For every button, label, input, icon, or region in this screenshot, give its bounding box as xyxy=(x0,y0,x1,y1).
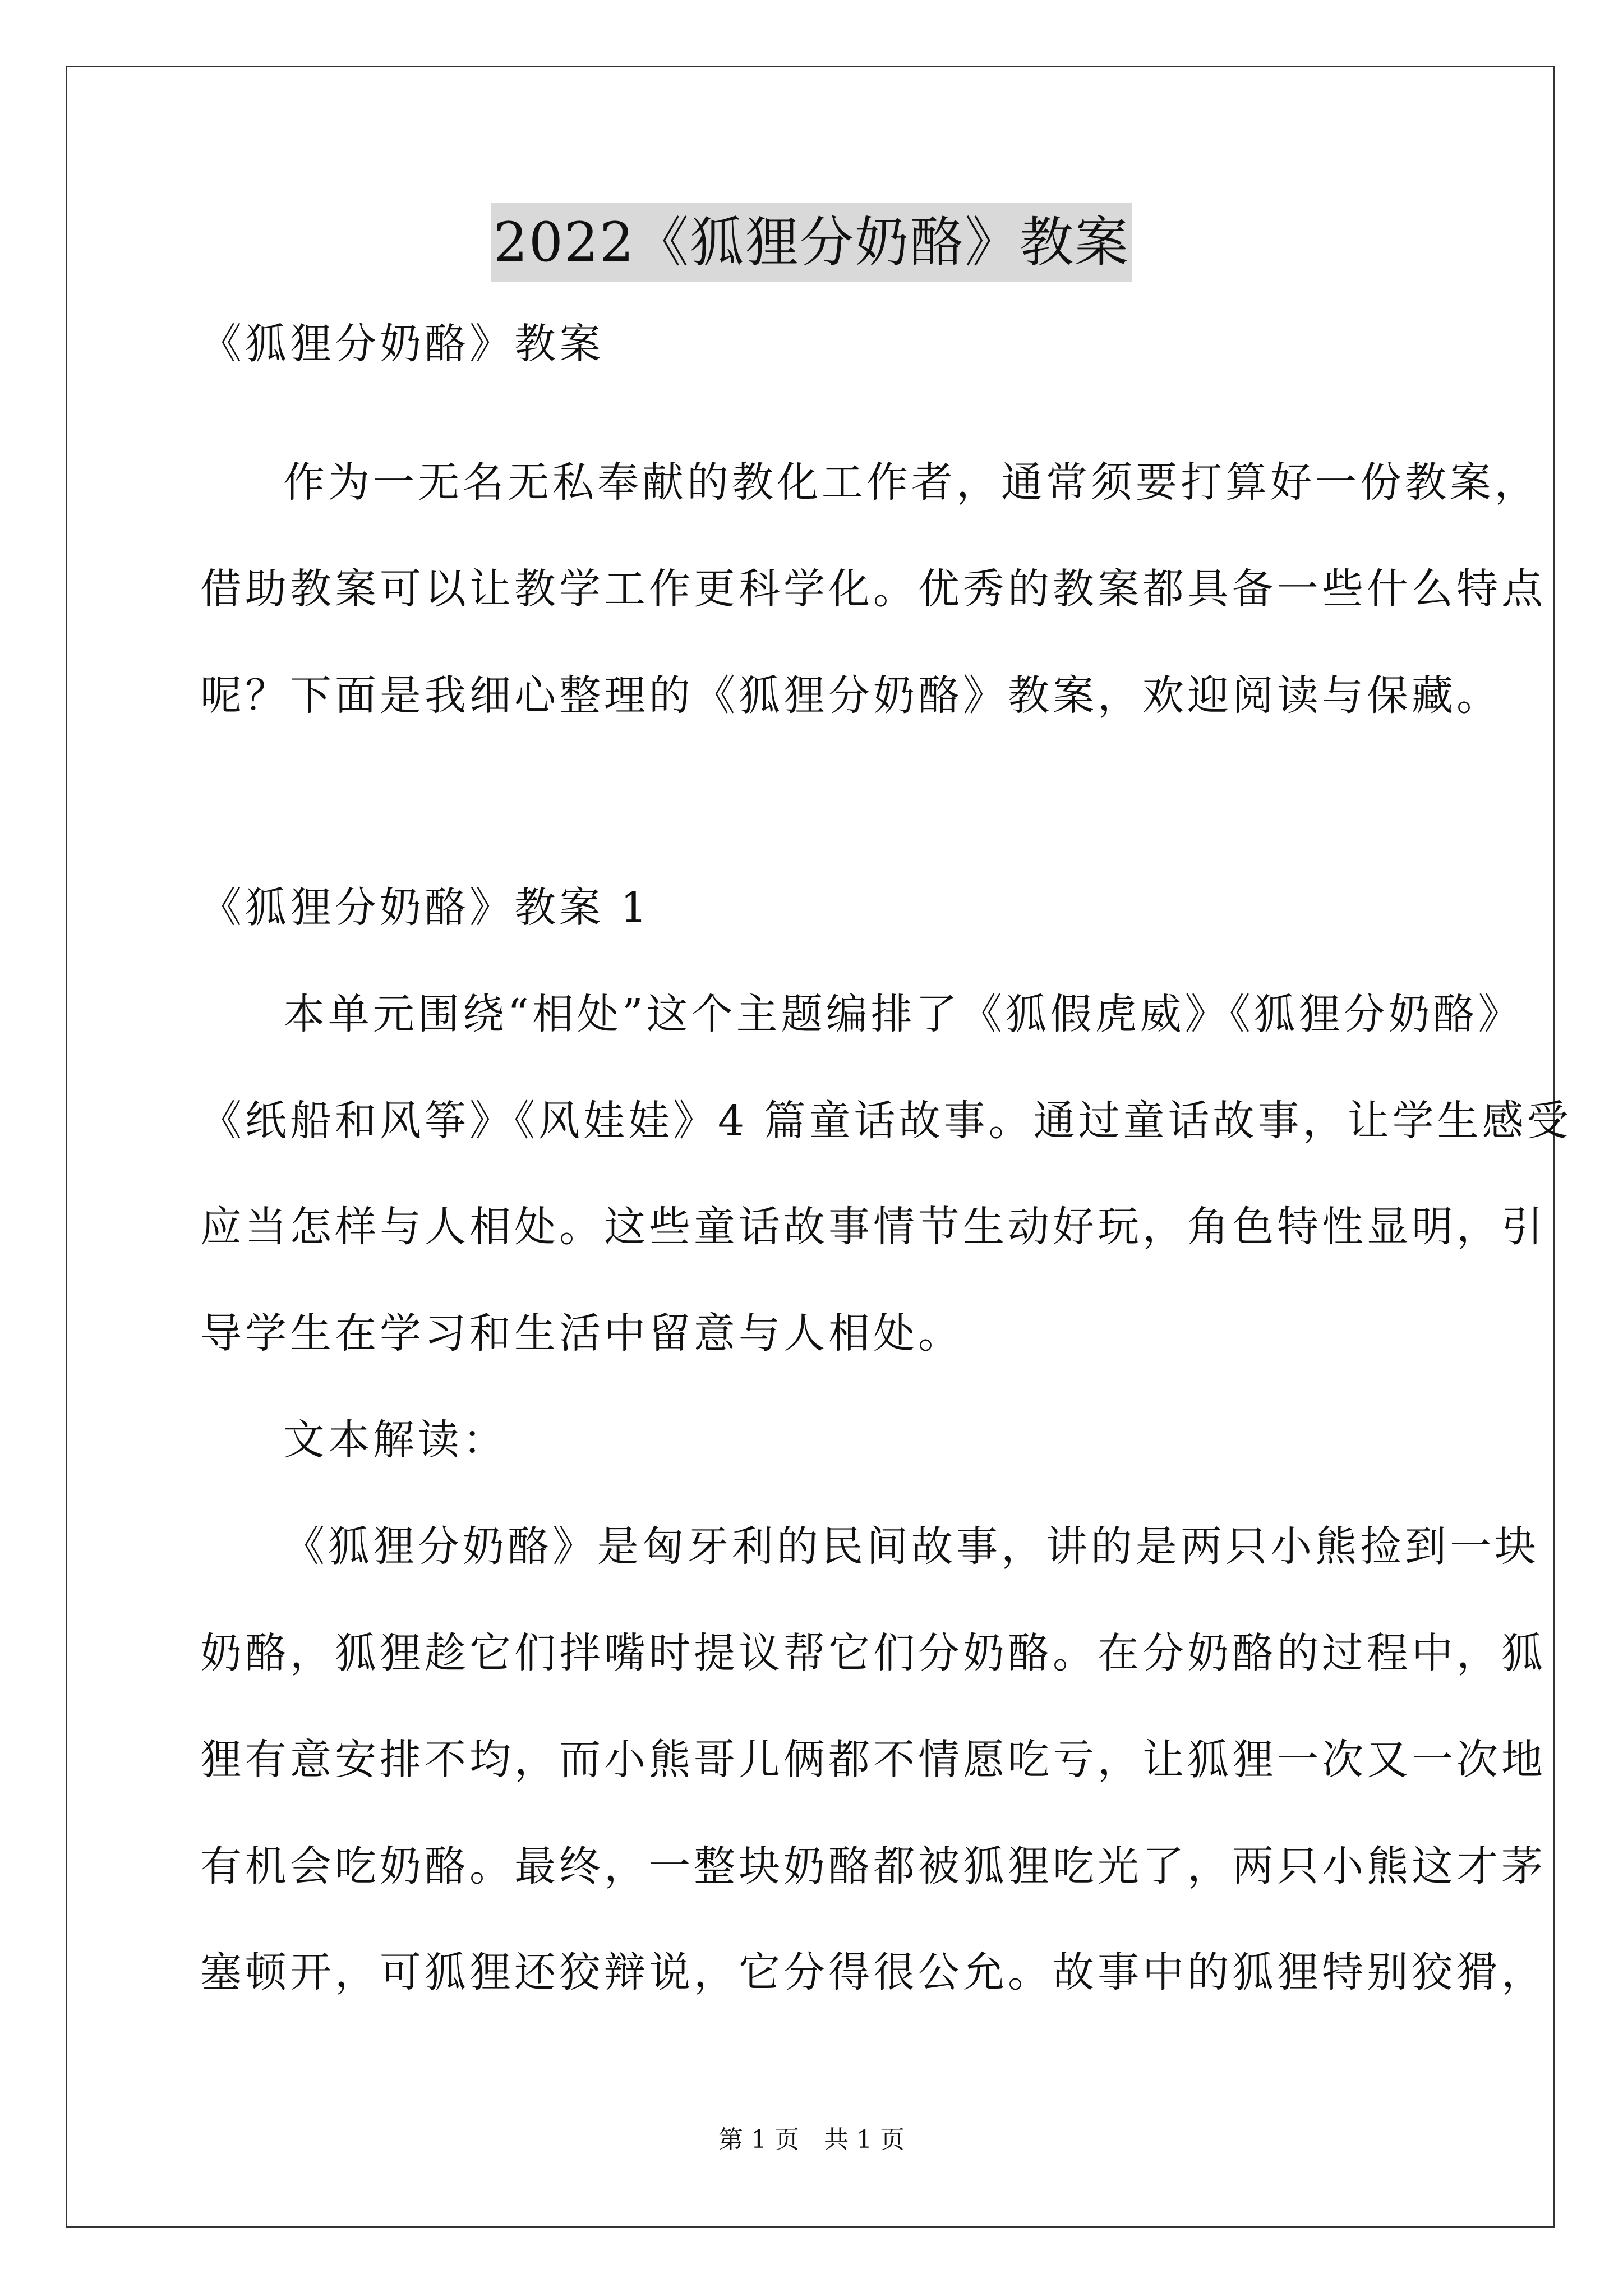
para1-line-4: 导学生在学习和生活中留意与人相处。 xyxy=(200,1309,963,1358)
para3-line-5: 塞顿开，可狐狸还狡辩说，它分得很公允。故事中的狐狸特别狡猾， xyxy=(200,1948,1546,1996)
para3-line-3: 狸有意安排不均，而小熊哥儿俩都不情愿吃亏，让狐狸一次又一次地 xyxy=(200,1736,1546,1784)
para3-line-2: 奶酪，狐狸趁它们拌嘴时提议帮它们分奶酪。在分奶酪的过程中，狐 xyxy=(200,1629,1546,1677)
intro-line-2: 借助教案可以让教学工作更科学化。优秀的教案都具备一些什么特点 xyxy=(200,565,1546,613)
para3-line-4: 有机会吃奶酪。最终，一整块奶酪都被狐狸吃光了，两只小熊这才茅 xyxy=(200,1842,1546,1890)
page-footer: 第 1 页 共 1 页 xyxy=(718,2125,905,2154)
title-container xyxy=(0,203,1623,282)
para1-line-2: 《纸船和风筝》《风娃娃》4 篇童话故事。通过童话故事，让学生感受 xyxy=(200,1097,1572,1145)
para1-line-3: 应当怎样与人相处。这些童话故事情节生动好玩，角色特性显明，引 xyxy=(200,1203,1546,1251)
para1-line-1: 本单元围绕“相处”这个主题编排了《狐假虎威》《狐狸分奶酪》 xyxy=(283,990,1523,1038)
para3-line-1: 《狐狸分奶酪》是匈牙利的民间故事，讲的是两只小熊捡到一块 xyxy=(283,1522,1539,1571)
para2: 文本解读： xyxy=(283,1416,508,1464)
document-title: 2022《狐狸分奶酪》教案 xyxy=(491,203,1132,282)
subtitle: 《狐狸分奶酪》教案 xyxy=(200,320,604,368)
section-heading: 《狐狸分奶酪》教案 1 xyxy=(200,884,651,932)
intro-line-1: 作为一无名无私奉献的教化工作者，通常须要打算好一份教案， xyxy=(283,458,1539,507)
intro-line-3: 呢？下面是我细心整理的《狐狸分奶酪》教案，欢迎阅读与保藏。 xyxy=(200,671,1501,720)
